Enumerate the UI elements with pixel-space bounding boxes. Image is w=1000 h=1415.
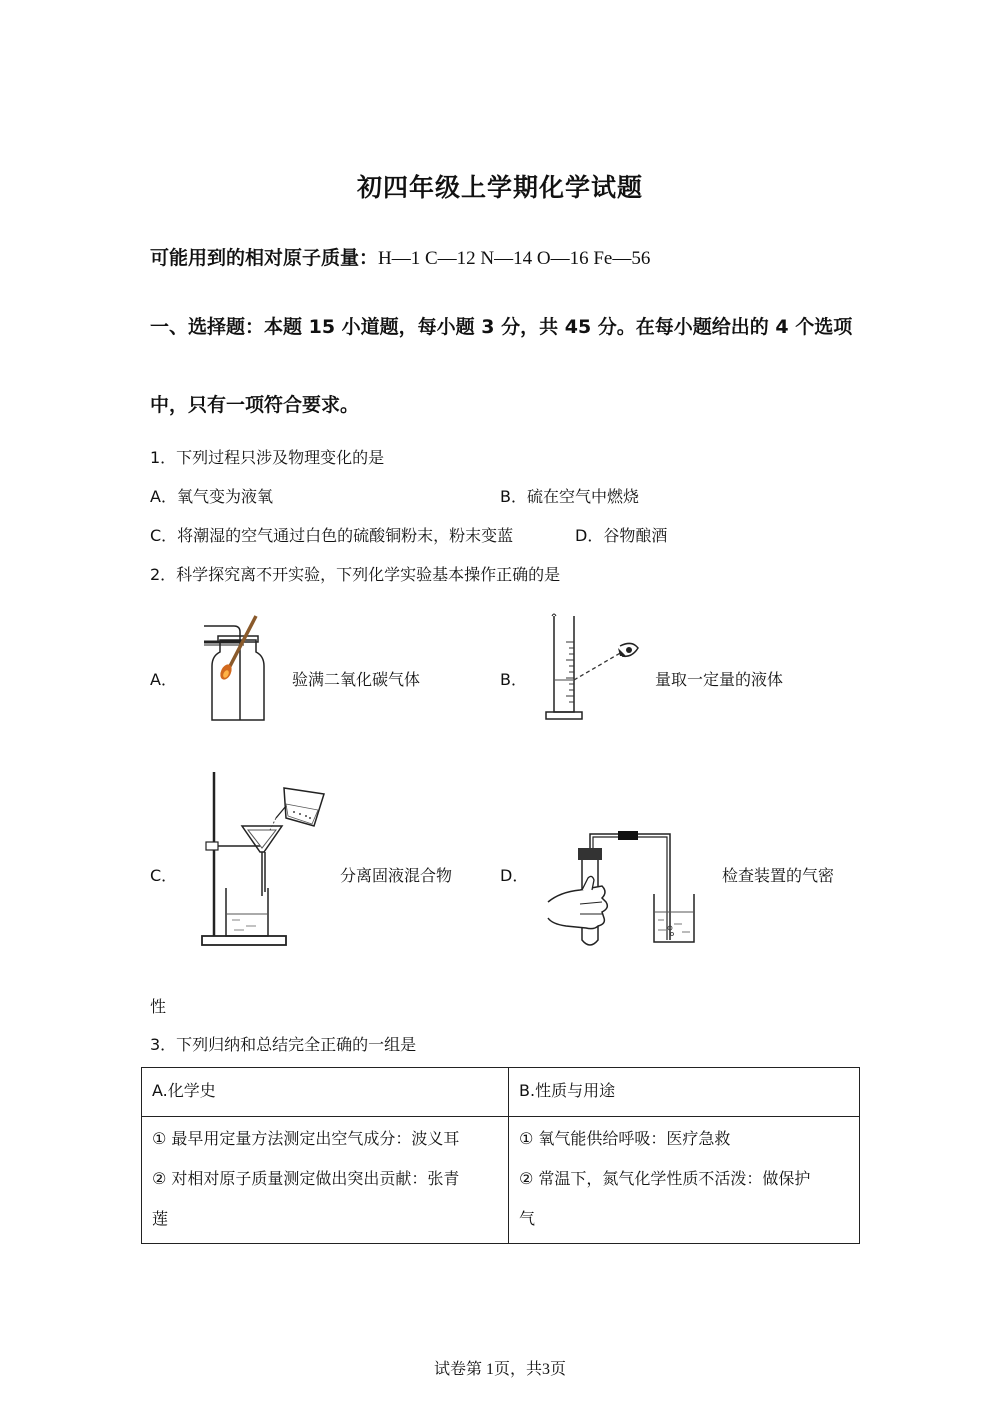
atomic-mass-values: H—1 C—12 N—14 O—16 Fe—56	[378, 248, 651, 269]
q1-option-b: B．硫在空气中燃烧	[500, 487, 639, 506]
page-footer: 试卷第 1页，共3页	[433, 1361, 566, 1378]
table-cell-a	[142, 1117, 509, 1244]
q2-option-d-letter: D．	[500, 866, 529, 885]
q1-option-c: C．将潮湿的空气通过白色的硫酸铜粉末，粉末变蓝	[150, 526, 514, 545]
atomic-mass-label: 可能用到的相对原子质量：	[150, 247, 379, 269]
airtightness-check-figure	[546, 828, 702, 950]
section1-heading-line2: 中，只有一项符合要求。	[150, 394, 360, 416]
q2-stem: 2．科学探究离不开实验，下列化学实验基本操作正确的是	[150, 565, 561, 584]
q3-stem: 3．下列归纳和总结完全正确的一组是	[150, 1035, 417, 1054]
table-cell-b	[509, 1117, 860, 1244]
q2-option-d-text: 检查装置的气密	[722, 866, 835, 885]
table-header-row	[142, 1068, 860, 1117]
table-cell-b-line1: ① 氧气能供给呼吸：医疗急救	[519, 1129, 731, 1148]
table-cell-a-line1: ① 最早用定量方法测定出空气成分：波义耳	[152, 1129, 460, 1148]
gas-bottle-splint-figure	[198, 612, 270, 724]
table-header-b: B.性质与用途	[509, 1068, 860, 1117]
q3-table	[141, 1067, 860, 1244]
q2-option-b-text: 量取一定量的液体	[655, 670, 784, 689]
section1-heading-line1: 一、选择题：本题 15 小道题，每小题 3 分，共 45 分。在每小题给出的 4 个选项	[150, 316, 853, 338]
graduated-cylinder-eye-figure	[544, 612, 644, 724]
filtration-apparatus-figure	[200, 768, 332, 950]
q1-stem: 1．下列过程只涉及物理变化的是	[150, 448, 385, 467]
q2-option-a-letter: A．	[150, 670, 177, 689]
q2-option-b-letter: B．	[500, 670, 527, 689]
q1-option-d: D．谷物酿酒	[575, 526, 668, 545]
q2-option-d-text-continued: 性	[150, 997, 167, 1016]
atomic-mass-line	[150, 243, 650, 270]
table-cell-a-line2: ② 对相对原子质量测定做出突出贡献：张青	[152, 1169, 460, 1188]
table-row	[142, 1117, 860, 1244]
table-header-a: A.化学史	[142, 1068, 509, 1117]
q2-option-c-letter: C．	[150, 866, 178, 885]
table-cell-b-line2: ② 常温下，氮气化学性质不活泼：做保护	[519, 1169, 811, 1188]
q2-option-c-text: 分离固液混合物	[340, 866, 453, 885]
page-title: 初四年级上学期化学试题	[356, 173, 643, 202]
q2-option-a-text: 验满二氧化碳气体	[292, 670, 421, 689]
table-cell-a-line3: 莲	[152, 1209, 169, 1228]
q1-option-a: A．氧气变为液氧	[150, 487, 273, 506]
table-cell-b-line3: 气	[519, 1209, 536, 1228]
